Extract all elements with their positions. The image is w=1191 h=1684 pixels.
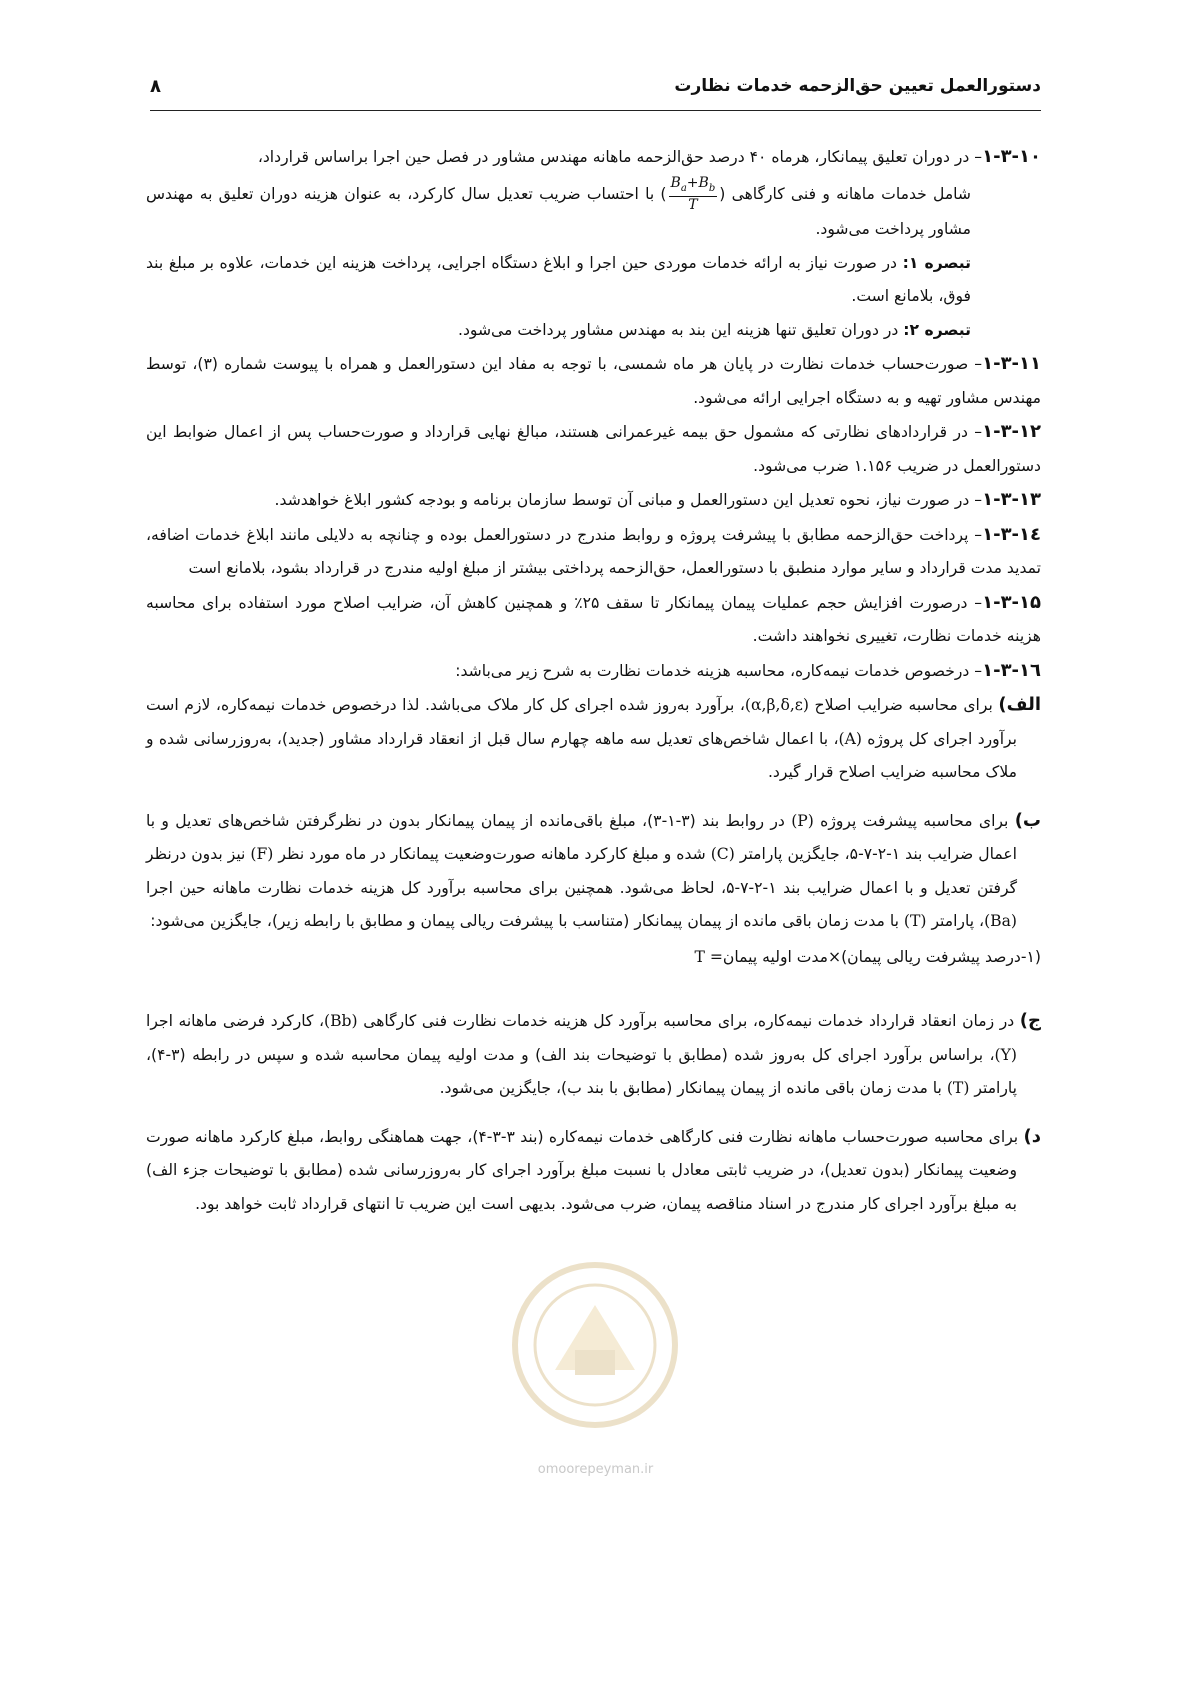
formula-rhs: (۱-درصد پیشرفت ریالی پیمان)×مدت اولیه پیمان	[722, 947, 1041, 966]
part-text: با مدت زمان باقی مانده از پیمان پیمانکار (مطابق با بند ب)، جایگزین می‌شود.	[439, 1079, 947, 1098]
part-label: الف)	[998, 694, 1042, 716]
part-alef	[146, 688, 1041, 790]
clause-number: ۱-۳-۱۳	[982, 489, 1041, 511]
clause-16	[146, 654, 1041, 689]
clause-number: ۱-۳-۱۵	[982, 591, 1041, 613]
part-text: برای محاسبه ضرایب اصلاح	[808, 696, 999, 715]
part-text: ، کارکرد فرضی ماهانه اجرا	[146, 1012, 325, 1031]
param-y: (Y)	[994, 1045, 1017, 1064]
clause-text: – پرداخت حق‌الزحمه مطابق با پیشرفت پروژه و روابط مندرج در دستورالعمل بوده و چنانچه به دلایلی مانند ابلاغ خدمات اضافه، تمدید مدت قرارداد و سایر موارد منطبق با دستورالعمل، حق‌الزحمه پرداختی بیشتر از مبلغ اولیه مندرج در قرارداد بشود، بلامانع است	[146, 525, 1041, 578]
clause-number: ۱-۳-۱۲	[982, 421, 1041, 443]
part-text: شده و مبلغ کارکرد ماهانه صورت‌وضعیت پیمانکار در ماه مورد نظر	[273, 845, 711, 864]
clause-11	[146, 347, 1041, 415]
part-text: نیز بدون درنظر گرفتن تعدیل و با اعمال ضرایب بند ۱-۲-۷-۵، لحاظ می‌شود. همچنین برای محاسبه برآورد کل هزینه خدمات نظارت ماهانه حین اجرا	[146, 845, 1017, 897]
clause-10	[146, 140, 1041, 175]
note-text: در دوران تعلیق تنها هزینه این بند به مهندس مشاور پرداخت می‌شود.	[458, 320, 904, 339]
clause-text: – در قراردادهای نظارتی که مشمول حق بیمه غیرعمرانی هستند، مبالغ نهایی قرارداد و صورت‌حساب پس از اعمال ضوابط این دستورالعمل در ضریب ۱.۱۵۶ ضرب می‌شود.	[146, 423, 1041, 475]
part-dal	[146, 1120, 1041, 1222]
part-text: ، برآورد به‌روز شده اجرای کل کار ملاک می‌باشد. لذا درخصوص خدمات نیمه‌کاره، لازم است برآورد اجرای کل پروژه	[146, 696, 1017, 748]
header-title: دستورالعمل تعیین حق‌الزحمه خدمات نظارت	[674, 76, 1041, 96]
clause-number: ۱-۳-۱٤	[982, 523, 1041, 545]
note-label: تبصره ۱:	[902, 253, 971, 272]
part-text: ، پارامتر	[926, 912, 985, 931]
param-ba: (Ba)	[984, 912, 1017, 931]
clause-number: ۱-۳-۱۱	[982, 353, 1041, 375]
clause-text: – در صورت نیاز، نحوه تعدیل این دستورالعمل و مبانی آن توسط سازمان برنامه و بودجه کشور ابلاغ خواهدشد.	[274, 491, 983, 510]
clause-text: شامل خدمات ماهانه و فنی کارگاهی (	[719, 184, 971, 203]
clause-15	[146, 586, 1041, 654]
part-label: ج)	[1019, 1010, 1041, 1032]
note-text: در صورت نیاز به ارائه خدمات موردی حین اجرا و ابلاغ دستگاه اجرایی، پرداخت هزینه این خدمات، علاوه بر مبلغ بند فوق، بلامانع است.	[146, 253, 971, 306]
param-a: (A)	[838, 729, 862, 748]
part-jim	[146, 1004, 1041, 1106]
part-be	[146, 804, 1041, 939]
clause-text: – صورت‌حساب خدمات نظارت در پایان هر ماه شمسی، با توجه به مفاد این دستورالعمل و همراه با پیوست شماره (۳)، توسط مهندس مشاور تهیه و به دستگاه اجرایی ارائه می‌شود.	[146, 355, 1041, 407]
param-t: (T)	[903, 912, 927, 931]
param-c: (C)	[710, 845, 735, 864]
part-text: ، براساس برآورد اجرای کل به‌روز شده (مطابق با توضیحات بند الف) و مدت اولیه پیمان محاسبه شده و سپس در رابطه (۳-۴)، پارامتر	[146, 1045, 1017, 1098]
clause-text: – درصورت افزایش حجم عملیات پیمان پیمانکار تا سقف ۲۵٪ و همچنین کاهش آن، ضرایب اصلاح مورد استفاده برای محاسبه هزینه خدمات نظارت، تغییری نخواهند داشت.	[146, 593, 1041, 646]
formula-t	[146, 941, 1041, 975]
formula-lhs: T =	[694, 947, 723, 966]
clause-text: – در دوران تعلیق پیمانکار، هرماه ۴۰ درصد حق‌الزحمه ماهانه مهندس مشاور در فصل حین اجرا براساس قرارداد،	[257, 148, 983, 166]
clause-number: ۱-۳-۱۰	[982, 146, 1041, 167]
fraction-numerator: $B_a+B_b$	[669, 175, 718, 198]
part-text: در روابط بند (۳-۱-۳)، مبلغ باقی‌مانده از پیمان پیمانکار بدون در نظرگرفتن شاخص‌های تعدیل و با اعمال ضرایب بند ۱-۲-۷-۵، جایگزین پارامتر	[146, 811, 1017, 864]
param-bb: (Bb)	[324, 1012, 358, 1031]
part-label: د)	[1023, 1125, 1041, 1147]
clause-13	[146, 483, 1041, 518]
param-p: (P)	[791, 811, 814, 830]
param-t: (T)	[946, 1079, 970, 1098]
page-header	[150, 74, 1041, 111]
document-body	[146, 140, 1041, 1564]
clause-10-continued	[146, 175, 1041, 247]
clause-12	[146, 415, 1041, 483]
param-f: (F)	[250, 845, 274, 864]
note-2	[146, 314, 1041, 348]
clause-14	[146, 518, 1041, 586]
page-number: ۸	[150, 76, 161, 97]
clause-text: ) با احتساب ضریب تعدیل سال کارکرد، به عنوان هزینه دوران تعلیق به مهندس مشاور پرداخت می‌شود.	[146, 184, 971, 239]
part-text: برای محاسبه صورت‌حساب ماهانه نظارت فنی کارگاهی خدمات نیمه‌کاره (بند ۳-۳-۴)، جهت هماهنگی روابط، مبلغ کارکرد ماهانه صورت وضعیت پیمانکار (بدون تعدیل)، در ضریب ثابتی معادل با نسبت مبلغ برآورد اجرای کار به‌روزرسانی شده (مطابق با توضیحات جزء الف) به مبلغ برآورد اجرای کار مندرج در اسناد مناقصه پیمان، ضرب می‌شود. بدیهی است این ضریب تا انتهای قرارداد ثابت خواهد بود.	[146, 1127, 1024, 1213]
clause-number: ۱-۳-۱٦	[982, 659, 1041, 681]
greek-coefficients: (α,β,δ,ε)	[744, 696, 809, 715]
part-text: برای محاسبه پیشرفت پروژه	[813, 811, 1015, 830]
clause-text: – درخصوص خدمات نیمه‌کاره، محاسبه هزینه خدمات نظارت به شرح زیر می‌باشد:	[455, 661, 983, 680]
part-text: ، با اعمال شاخص‌های تعدیل سه ماهه چهارم سال قبل از انعقاد قرارداد مشاور (جدید)، به‌روزرسانی شده و ملاک محاسبه ضرایب اصلاح قرار گیرد.	[146, 729, 1017, 782]
note-label: تبصره ۲:	[903, 320, 971, 339]
part-text: در زمان انعقاد قرارداد خدمات نیمه‌کاره، برای محاسبه برآورد کل هزینه خدمات نظارت فنی کارگاهی	[357, 1012, 1020, 1031]
fraction-formula	[669, 175, 718, 214]
part-text: با مدت زمان باقی مانده از پیمان پیمانکار (متناسب با پیشرفت ریالی پیمان و مطابق با رابطه زیر)، جایگزین می‌شود:	[150, 912, 904, 931]
watermark-url: omoorepeyman.ir	[537, 1462, 654, 1477]
note-1	[146, 247, 1041, 314]
fraction-denominator: T	[688, 197, 698, 214]
part-label: ب)	[1014, 809, 1042, 831]
